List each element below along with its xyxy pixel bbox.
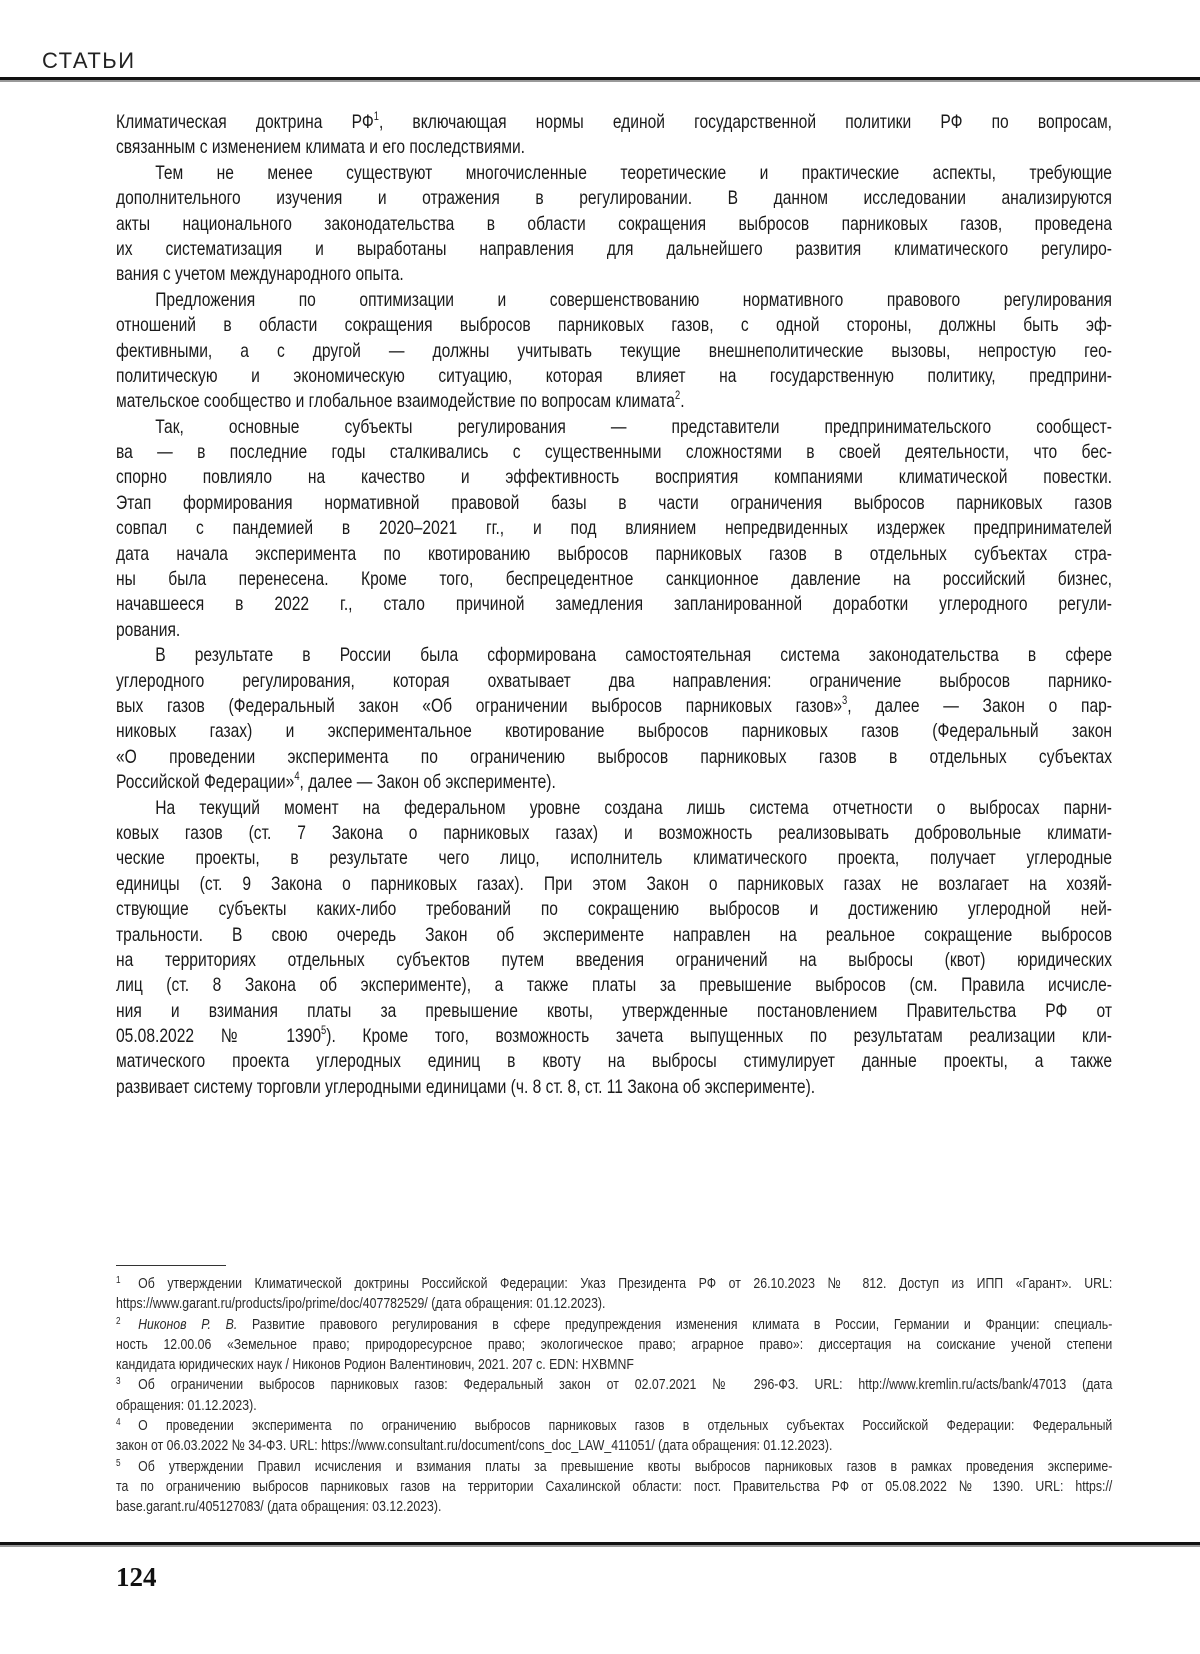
text-line xyxy=(116,339,1112,364)
text-line xyxy=(116,110,1112,135)
text-run: В результате в России была сформирована самостоятельная система законодательства в сфере xyxy=(155,644,1112,666)
text-line xyxy=(116,948,1112,973)
text-line xyxy=(116,821,1112,846)
text-run: вых газов (Федеральный закон «Об ограничении выбросов парниковых газов» xyxy=(116,695,842,717)
text-line xyxy=(116,1075,1112,1100)
page-number: 124 xyxy=(116,1562,157,1593)
text-line xyxy=(116,846,1112,871)
footnote xyxy=(116,1274,1112,1315)
text-run: Развитие правового регулирования в сфере предупреждения изменения климата в России, Германии и Франции: специаль- xyxy=(237,1316,1112,1333)
text-run: начавшееся в 2022 г., стало причиной замедления запланированной доработки углеродного регули- xyxy=(116,593,1112,615)
text-line xyxy=(116,516,1112,541)
text-run: 05.08.2022 № 1390 xyxy=(116,1025,321,1047)
footer-rule xyxy=(0,1542,1200,1547)
footnote-reference: 3 xyxy=(842,694,847,707)
text-line xyxy=(116,542,1112,567)
text-run: единицы (ст. 9 Закона о парниковых газах). При этом Закон о парниковых газах не возлагает на хозяй- xyxy=(116,873,1112,895)
text-run: кандидата юридических наук / Никонов Родион Валентинович, 2021. 207 с. EDN: HXBMNF xyxy=(116,1356,634,1373)
paragraph xyxy=(116,643,1112,795)
text-run: ва — в последние годы сталкивались с существенными сложностями в своей деятельности, что бес- xyxy=(116,441,1112,463)
text-line xyxy=(116,135,1112,160)
text-line xyxy=(116,999,1112,1024)
text-run: фективными, а с другой — должны учитывать текущие внешнеполитические вызовы, непростую гео- xyxy=(116,340,1112,362)
text-run: Так, основные субъекты регулирования — представители предпринимательского сообщест- xyxy=(155,416,1112,438)
text-run: Тем не менее существуют многочисленные теоретические и практические аспекты, требующие xyxy=(155,162,1112,184)
text-run: Климатическая доктрина РФ xyxy=(116,111,374,133)
footnote-line: 2 Никонов Р. В. Развитие правового регулирования в сфере предупреждения изменения климата в России, Германии и Франции: специаль- xyxy=(116,1315,1112,1335)
paragraph xyxy=(116,796,1112,1101)
text-run: отношений в области сокращения выбросов парниковых газов, с одной стороны, должны быть эф- xyxy=(116,314,1112,336)
footnote-line xyxy=(116,1497,1112,1517)
footnote-line xyxy=(116,1477,1112,1497)
text-line xyxy=(116,669,1112,694)
text-run: развивает систему торговли углеродными единицами (ч. 8 ст. 8, ст. 11 Закона об эксперименте). xyxy=(116,1076,815,1098)
text-run: совпал с пандемией в 2020–2021 гг., и под влиянием непредвиденных издержек предпринимателей xyxy=(116,517,1112,539)
text-line xyxy=(116,872,1112,897)
text-line xyxy=(116,796,1112,821)
text-line xyxy=(116,745,1112,770)
footnote-reference: 4 xyxy=(294,770,299,783)
text-line xyxy=(116,364,1112,389)
footnote-reference: 5 xyxy=(321,1024,326,1037)
text-run: Российской Федерации» xyxy=(116,771,294,793)
text-run: ния и взимания платы за превышение квоты, утвержденные постановлением Правительства РФ от xyxy=(116,1000,1112,1022)
text-run: ческие проекты, в результате чего лицо, исполнитель климатического проекта, получает углеродные xyxy=(116,847,1112,869)
text-run: base.garant.ru/405127083/ (дата обращения: 03.12.2023). xyxy=(116,1498,441,1515)
footnote-line xyxy=(116,1335,1112,1355)
text-run: никовых газах) и экспериментальное квотирование выбросов парниковых газов (Федеральный закон xyxy=(116,720,1112,742)
text-run: матического проекта углеродных единиц в квоту на выбросы стимулирует данные проекты, а также xyxy=(116,1050,1112,1072)
text-run: ). Кроме того, возможность зачета выпущенных по результатам реализации кли- xyxy=(326,1025,1112,1047)
running-head-section: СТАТЬИ xyxy=(42,48,136,74)
text-run: ность 12.00.06 «Земельное право; природоресурсное право; экологическое право; аграрное право»: диссертация на соискание ученой степени xyxy=(116,1336,1112,1353)
text-run: мательское сообщество и глобальное взаимодействие по вопросам климата xyxy=(116,390,675,412)
footnote xyxy=(116,1315,1112,1376)
text-line xyxy=(116,237,1112,262)
text-run: На текущий момент на федеральном уровне создана лишь система отчетности о выбросах парни- xyxy=(155,797,1112,819)
text-run: лиц (ст. 8 Закона об эксперименте), а также платы за превышение выбросов (см. Правила исчисле- xyxy=(116,974,1112,996)
text-run: «О проведении эксперимента по ограничению выбросов парниковых газов в отдельных субъектах xyxy=(116,746,1112,768)
text-line xyxy=(116,415,1112,440)
text-run: О проведении эксперимента по ограничению выбросов парниковых газов в отдельных субъектах Российской Федерации: Федеральный xyxy=(138,1417,1112,1434)
text-run: обращения: 01.12.2023). xyxy=(116,1397,257,1414)
text-run: связанным с изменением климата и его последствиями. xyxy=(116,136,525,158)
text-line xyxy=(116,897,1112,922)
text-run: закон от 06.03.2022 № 34-ФЗ. URL: https://www.consultant.ru/document/cons_doc_LAW_411051/ (дата обращения: 01.12.2023). xyxy=(116,1437,832,1454)
text-run: ковых газов (ст. 7 Закона о парниковых газах) и возможность реализовывать добровольные климати- xyxy=(116,822,1112,844)
text-run: акты национального законодательства в области сокращения выбросов парниковых газов, проведена xyxy=(116,213,1112,235)
paragraph xyxy=(116,415,1112,644)
text-line xyxy=(116,1049,1112,1074)
text-run: ны была перенесена. Кроме того, беспрецедентное санкционное давление на российский бизнес, xyxy=(116,568,1112,590)
text-line xyxy=(116,491,1112,516)
text-run: Об ограничении выбросов парниковых газов: Федеральный закон от 02.07.2021 № 296-ФЗ. URL: http://www.kremlin.ru/acts/bank/47013 (дата xyxy=(138,1376,1112,1393)
footnote-separator xyxy=(116,1265,226,1266)
text-run: . xyxy=(680,390,684,412)
text-run: Этап формирования нормативной правовой базы в части ограничения выбросов парниковых газов xyxy=(116,492,1112,514)
text-line xyxy=(116,973,1112,998)
footnote-reference: 1 xyxy=(374,110,379,123)
footnote-line xyxy=(116,1396,1112,1416)
footnote-line: 4 О проведении эксперимента по ограничению выбросов парниковых газов в отдельных субъектах Российской Федерации: Федеральный xyxy=(116,1416,1112,1436)
text-line xyxy=(116,389,1112,414)
footnote xyxy=(116,1416,1112,1457)
text-line xyxy=(116,186,1112,211)
text-line xyxy=(116,313,1112,338)
text-run: та по ограничению выбросов парниковых газов на территории Сахалинской области: пост. Правительства РФ от 05.08.2022 № 1390. URL: https:// xyxy=(116,1478,1112,1495)
text-line xyxy=(116,212,1112,237)
text-run: ствующие субъекты каких-либо требований по сокращению выбросов и достижению углеродной ней- xyxy=(116,898,1112,920)
text-run: рования. xyxy=(116,619,180,641)
text-run: на территориях отдельных субъектов путем введения ограничений на выбросы (квот) юридических xyxy=(116,949,1112,971)
text-line xyxy=(116,923,1112,948)
text-run: Об утверждении Климатической доктрины Российской Федерации: Указ Президента РФ от 26.10.2023 № 812. Доступ из ИПП «Гарант». URL: xyxy=(138,1275,1112,1292)
text-run: вания с учетом международного опыта. xyxy=(116,263,404,285)
text-run: углеродного регулирования, которая охватывает два направления: ограничение выбросов парнико- xyxy=(116,670,1112,692)
text-line xyxy=(116,770,1112,795)
text-line xyxy=(116,465,1112,490)
text-run: спорно повлияло на качество и эффективность восприятия компаниями климатической повестки. xyxy=(116,466,1112,488)
paragraph xyxy=(116,288,1112,415)
footnote-line xyxy=(116,1436,1112,1456)
text-line xyxy=(116,592,1112,617)
footnote xyxy=(116,1375,1112,1416)
text-line xyxy=(116,161,1112,186)
text-line xyxy=(116,440,1112,465)
text-run: дополнительного изучения и отражения в регулировании. В данном исследовании анализируются xyxy=(116,187,1112,209)
paragraph xyxy=(116,161,1112,288)
article-body xyxy=(116,110,1112,1100)
text-run: дата начала эксперимента по квотированию выбросов парниковых газов в отдельных субъектах стра- xyxy=(116,543,1112,565)
text-run: тральности. В свою очередь Закон об эксперименте направлен на реальное сокращение выбросов xyxy=(116,924,1112,946)
text-line xyxy=(116,1024,1112,1049)
footnote xyxy=(116,1457,1112,1518)
footnotes xyxy=(116,1274,1112,1518)
text-run: их систематизация и выработаны направления для дальнейшего развития климатического регулиро- xyxy=(116,238,1112,260)
footnote-line: 1 Об утверждении Климатической доктрины Российской Федерации: Указ Президента РФ от 26.10.2023 № 812. Доступ из ИПП «Гарант». URL: xyxy=(116,1274,1112,1294)
text-run: Об утверждении Правил исчисления и взимания платы за превышение квоты выбросов парниковых газов в рамках проведения экспериме- xyxy=(138,1458,1112,1475)
text-line xyxy=(116,567,1112,592)
text-run: политическую и экономическую ситуацию, которая влияет на государственную политику, предприни- xyxy=(116,365,1112,387)
author-name: Никонов Р. В. xyxy=(138,1316,237,1333)
footnote-line: 3 Об ограничении выбросов парниковых газов: Федеральный закон от 02.07.2021 № 296-ФЗ. URL: http://www.kremlin.ru/acts/bank/47013 (дата xyxy=(116,1375,1112,1395)
text-run: , далее — Закон о пар- xyxy=(847,695,1112,717)
text-line xyxy=(116,288,1112,313)
footnote-line xyxy=(116,1294,1112,1314)
text-line xyxy=(116,719,1112,744)
footnote-reference: 2 xyxy=(675,389,680,402)
header-rule xyxy=(0,77,1200,82)
text-line xyxy=(116,262,1112,287)
text-run: , включающая нормы единой государственной политики РФ по вопросам, xyxy=(379,111,1112,133)
text-line xyxy=(116,643,1112,668)
text-run: , далее — Закон об эксперименте). xyxy=(300,771,556,793)
text-line xyxy=(116,618,1112,643)
footnote-line: 5 Об утверждении Правил исчисления и взимания платы за превышение квоты выбросов парниковых газов в рамках проведения экспериме- xyxy=(116,1457,1112,1477)
footnote-line xyxy=(116,1355,1112,1375)
text-run: https://www.garant.ru/products/ipo/prime/doc/407782529/ (дата обращения: 01.12.2023). xyxy=(116,1295,605,1312)
paragraph xyxy=(116,110,1112,161)
text-line xyxy=(116,694,1112,719)
text-run: Предложения по оптимизации и совершенствованию нормативного правового регулирования xyxy=(155,289,1112,311)
